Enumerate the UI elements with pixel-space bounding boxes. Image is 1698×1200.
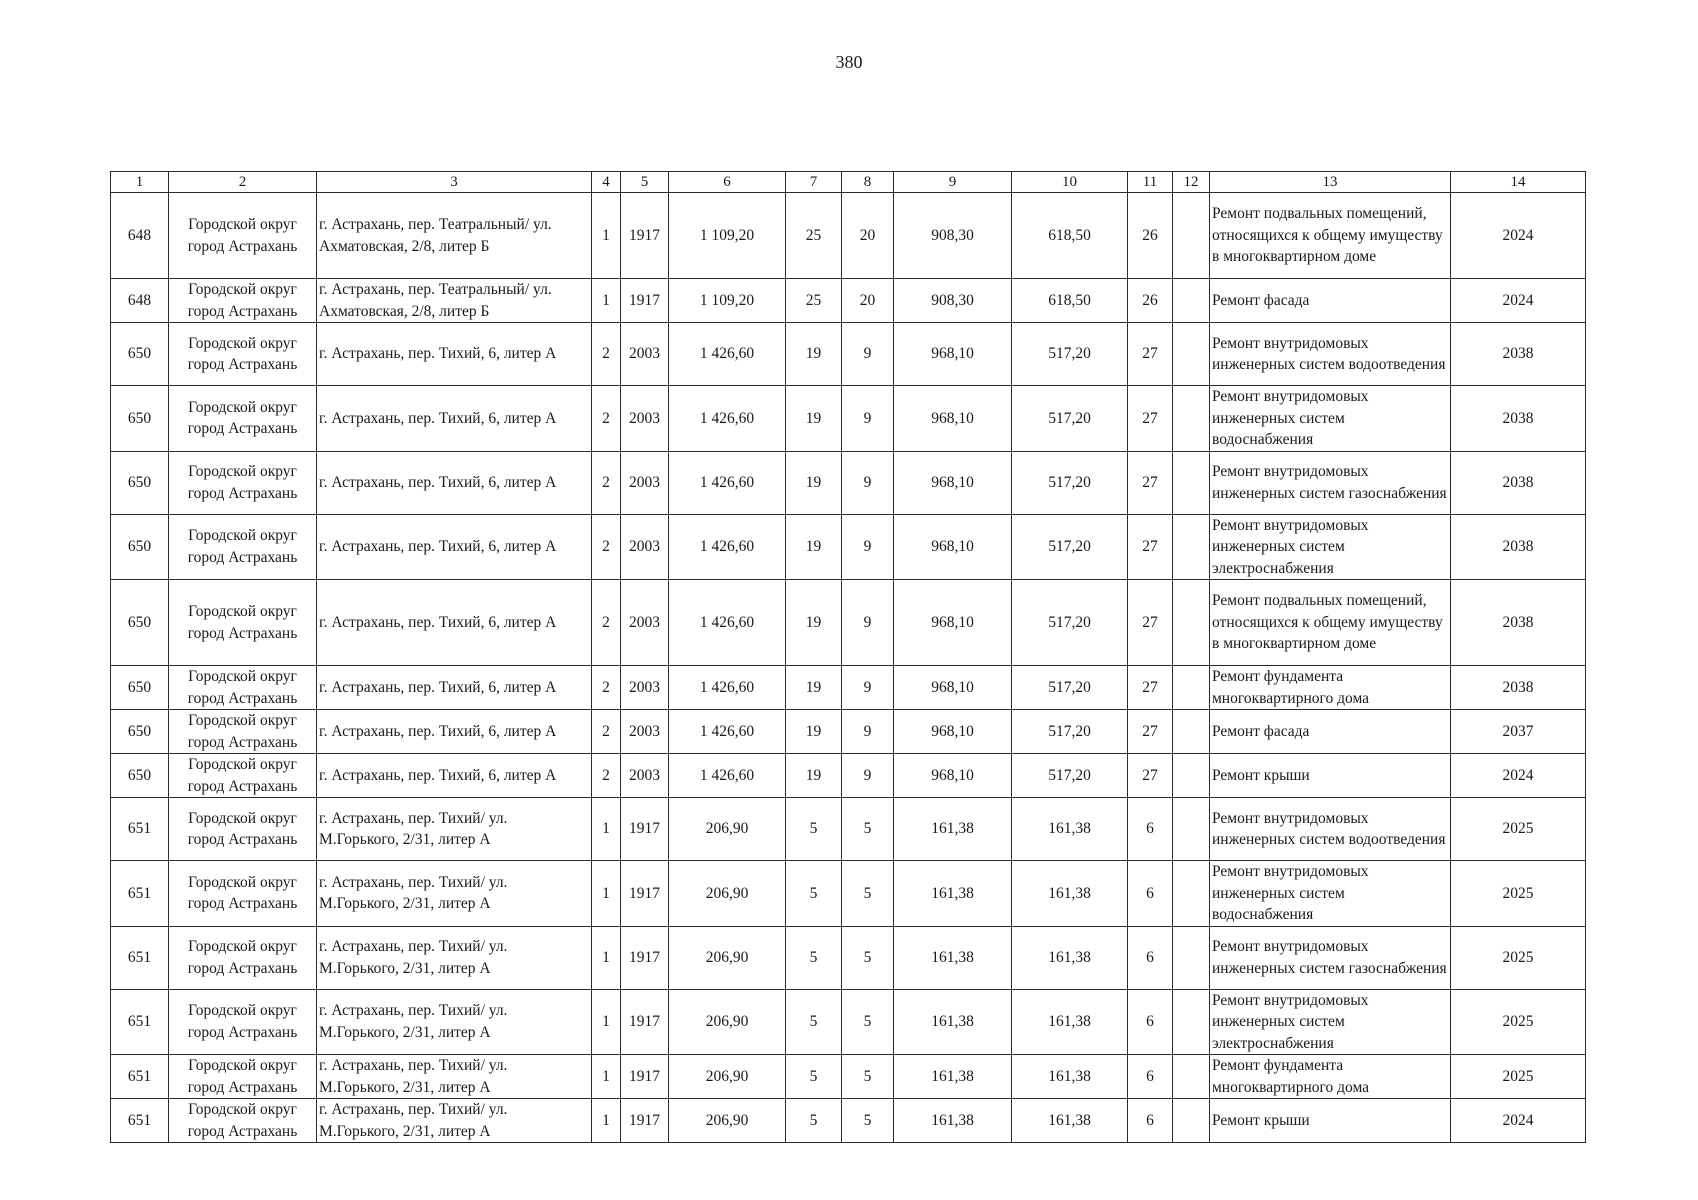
table-row [111,798,1586,861]
cell-count: 6 [1128,926,1173,989]
cell-apartments: 5 [786,861,842,927]
table-row [111,989,1586,1055]
cell-planned-year: 2024 [1451,754,1586,798]
cell-record-number: 650 [111,323,169,386]
cell-living-area: 968,10 [894,514,1012,580]
cell-apartments: 19 [786,666,842,710]
cell-municipality: Городской округ город Астрахань [169,279,317,323]
cell-count: 27 [1128,323,1173,386]
cell-work-type: Ремонт подвальных помещений, относящихся к общему имуществу в многоквартирном доме [1210,193,1451,279]
cell-area-2: 517,20 [1012,580,1128,666]
cell-residents: 9 [842,323,894,386]
cell-record-number: 651 [111,861,169,927]
cell-record-number: 651 [111,1099,169,1143]
cell-floors: 2 [592,323,621,386]
cell-record-number: 650 [111,666,169,710]
cell-living-area: 968,10 [894,323,1012,386]
cell-count: 27 [1128,514,1173,580]
cell-address: г. Астрахань, пер. Тихий/ ул. М.Горького, 2/31, литер А [317,926,592,989]
cell-year-built: 2003 [621,451,669,514]
cell-year-built: 2003 [621,514,669,580]
cell-record-number: 651 [111,989,169,1055]
cell-record-number: 651 [111,926,169,989]
cell-planned-year: 2025 [1451,926,1586,989]
cell-living-area: 161,38 [894,1055,1012,1099]
cell-residents: 5 [842,798,894,861]
cell-living-area: 968,10 [894,386,1012,452]
cell-apartments: 25 [786,193,842,279]
cell-work-type: Ремонт внутридомовых инженерных систем водоотведения [1210,798,1451,861]
table-row [111,323,1586,386]
cell-municipality: Городской округ город Астрахань [169,989,317,1055]
column-header: 1 [111,172,169,193]
cell-floors: 2 [592,666,621,710]
cell-residents: 5 [842,1099,894,1143]
cell-area-2: 161,38 [1012,1099,1128,1143]
cell-planned-year: 2037 [1451,710,1586,754]
cell-floors: 2 [592,386,621,452]
cell-record-number: 650 [111,514,169,580]
cell-address: г. Астрахань, пер. Тихий, 6, литер А [317,323,592,386]
cell-address: г. Астрахань, пер. Тихий/ ул. М.Горького, 2/31, литер А [317,989,592,1055]
cell-address: г. Астрахань, пер. Тихий/ ул. М.Горького, 2/31, литер А [317,798,592,861]
cell-record-number: 650 [111,580,169,666]
cell-total-area: 206,90 [669,1055,786,1099]
cell-year-built: 1917 [621,1055,669,1099]
registry-table [110,171,1586,1143]
cell-living-area: 968,10 [894,451,1012,514]
cell-work-type: Ремонт внутридомовых инженерных систем электроснабжения [1210,514,1451,580]
column-header: 2 [169,172,317,193]
table-row [111,580,1586,666]
cell-residents: 5 [842,861,894,927]
cell-col-12 [1173,926,1210,989]
cell-residents: 9 [842,386,894,452]
cell-municipality: Городской округ город Астрахань [169,514,317,580]
cell-col-12 [1173,580,1210,666]
cell-record-number: 650 [111,386,169,452]
cell-apartments: 5 [786,989,842,1055]
cell-total-area: 1 426,60 [669,580,786,666]
table-row [111,1055,1586,1099]
cell-count: 6 [1128,1055,1173,1099]
cell-area-2: 161,38 [1012,1055,1128,1099]
cell-col-12 [1173,279,1210,323]
table-row [111,514,1586,580]
cell-living-area: 968,10 [894,754,1012,798]
cell-total-area: 206,90 [669,861,786,927]
cell-residents: 9 [842,754,894,798]
cell-planned-year: 2038 [1451,451,1586,514]
cell-address: г. Астрахань, пер. Тихий/ ул. М.Горького, 2/31, литер А [317,1099,592,1143]
table-row [111,193,1586,279]
cell-record-number: 650 [111,710,169,754]
cell-count: 27 [1128,754,1173,798]
cell-work-type: Ремонт внутридомовых инженерных систем водоснабжения [1210,861,1451,927]
cell-residents: 9 [842,666,894,710]
cell-work-type: Ремонт подвальных помещений, относящихся к общему имуществу в многоквартирном доме [1210,580,1451,666]
cell-col-12 [1173,989,1210,1055]
cell-planned-year: 2038 [1451,580,1586,666]
column-header: 10 [1012,172,1128,193]
cell-living-area: 161,38 [894,861,1012,927]
cell-col-12 [1173,514,1210,580]
cell-col-12 [1173,386,1210,452]
cell-total-area: 1 426,60 [669,451,786,514]
column-header: 14 [1451,172,1586,193]
cell-year-built: 1917 [621,989,669,1055]
cell-address: г. Астрахань, пер. Тихий/ ул. М.Горького, 2/31, литер А [317,861,592,927]
cell-work-type: Ремонт фасада [1210,710,1451,754]
cell-municipality: Городской округ город Астрахань [169,386,317,452]
cell-residents: 9 [842,514,894,580]
cell-total-area: 1 426,60 [669,666,786,710]
cell-total-area: 1 109,20 [669,279,786,323]
cell-total-area: 1 426,60 [669,754,786,798]
column-header: 4 [592,172,621,193]
cell-floors: 1 [592,989,621,1055]
cell-apartments: 5 [786,798,842,861]
cell-work-type: Ремонт фасада [1210,279,1451,323]
cell-year-built: 2003 [621,386,669,452]
cell-planned-year: 2025 [1451,1055,1586,1099]
cell-living-area: 968,10 [894,710,1012,754]
cell-floors: 1 [592,1055,621,1099]
cell-area-2: 517,20 [1012,323,1128,386]
cell-total-area: 1 426,60 [669,514,786,580]
cell-living-area: 161,38 [894,798,1012,861]
column-header: 6 [669,172,786,193]
cell-area-2: 517,20 [1012,514,1128,580]
cell-apartments: 5 [786,926,842,989]
cell-apartments: 19 [786,451,842,514]
cell-residents: 5 [842,926,894,989]
cell-count: 6 [1128,1099,1173,1143]
cell-count: 27 [1128,386,1173,452]
cell-area-2: 161,38 [1012,926,1128,989]
cell-area-2: 161,38 [1012,989,1128,1055]
cell-total-area: 1 426,60 [669,386,786,452]
cell-municipality: Городской округ город Астрахань [169,861,317,927]
cell-work-type: Ремонт фундамента многоквартирного дома [1210,1055,1451,1099]
cell-planned-year: 2024 [1451,1099,1586,1143]
cell-planned-year: 2038 [1451,386,1586,452]
page-number: 380 [835,52,863,72]
cell-residents: 9 [842,451,894,514]
table-row [111,926,1586,989]
cell-work-type: Ремонт фундамента многоквартирного дома [1210,666,1451,710]
cell-living-area: 908,30 [894,193,1012,279]
cell-municipality: Городской округ город Астрахань [169,754,317,798]
cell-floors: 2 [592,580,621,666]
cell-record-number: 648 [111,279,169,323]
cell-record-number: 648 [111,193,169,279]
cell-count: 26 [1128,193,1173,279]
cell-floors: 1 [592,861,621,927]
cell-planned-year: 2025 [1451,798,1586,861]
cell-area-2: 517,20 [1012,754,1128,798]
column-header: 3 [317,172,592,193]
cell-total-area: 206,90 [669,798,786,861]
cell-apartments: 19 [786,386,842,452]
cell-area-2: 618,50 [1012,279,1128,323]
column-header: 7 [786,172,842,193]
cell-planned-year: 2025 [1451,989,1586,1055]
cell-planned-year: 2038 [1451,514,1586,580]
cell-address: г. Астрахань, пер. Театральный/ ул. Ахматовская, 2/8, литер Б [317,193,592,279]
cell-col-12 [1173,323,1210,386]
cell-area-2: 618,50 [1012,193,1128,279]
cell-col-12 [1173,710,1210,754]
cell-col-12 [1173,754,1210,798]
cell-apartments: 19 [786,323,842,386]
cell-record-number: 651 [111,798,169,861]
cell-apartments: 5 [786,1055,842,1099]
column-header: 12 [1173,172,1210,193]
cell-work-type: Ремонт внутридомовых инженерных систем водоотведения [1210,323,1451,386]
cell-total-area: 1 109,20 [669,193,786,279]
cell-floors: 1 [592,193,621,279]
cell-municipality: Городской округ город Астрахань [169,666,317,710]
cell-total-area: 206,90 [669,926,786,989]
cell-work-type: Ремонт внутридомовых инженерных систем газоснабжения [1210,926,1451,989]
cell-count: 27 [1128,580,1173,666]
cell-living-area: 161,38 [894,926,1012,989]
cell-area-2: 517,20 [1012,386,1128,452]
header-row [111,172,1586,193]
cell-living-area: 161,38 [894,989,1012,1055]
cell-year-built: 2003 [621,710,669,754]
cell-year-built: 1917 [621,798,669,861]
cell-col-12 [1173,1055,1210,1099]
cell-count: 27 [1128,710,1173,754]
cell-residents: 9 [842,580,894,666]
cell-address: г. Астрахань, пер. Тихий, 6, литер А [317,451,592,514]
cell-municipality: Городской округ город Астрахань [169,323,317,386]
cell-count: 6 [1128,989,1173,1055]
cell-total-area: 1 426,60 [669,710,786,754]
cell-year-built: 2003 [621,323,669,386]
cell-total-area: 206,90 [669,989,786,1055]
cell-municipality: Городской округ город Астрахань [169,451,317,514]
cell-work-type: Ремонт внутридомовых инженерных систем электроснабжения [1210,989,1451,1055]
column-header: 9 [894,172,1012,193]
cell-planned-year: 2025 [1451,861,1586,927]
cell-area-2: 161,38 [1012,798,1128,861]
table-row [111,279,1586,323]
cell-total-area: 1 426,60 [669,323,786,386]
column-header: 5 [621,172,669,193]
cell-apartments: 5 [786,1099,842,1143]
cell-floors: 2 [592,754,621,798]
cell-work-type: Ремонт крыши [1210,1099,1451,1143]
cell-total-area: 206,90 [669,1099,786,1143]
table-row [111,754,1586,798]
cell-planned-year: 2038 [1451,666,1586,710]
cell-work-type: Ремонт внутридомовых инженерных систем водоснабжения [1210,386,1451,452]
cell-col-12 [1173,861,1210,927]
cell-residents: 9 [842,710,894,754]
cell-area-2: 517,20 [1012,666,1128,710]
cell-living-area: 161,38 [894,1099,1012,1143]
cell-col-12 [1173,798,1210,861]
cell-year-built: 1917 [621,1099,669,1143]
table-row [111,1099,1586,1143]
cell-municipality: Городской округ город Астрахань [169,1099,317,1143]
cell-address: г. Астрахань, пер. Тихий, 6, литер А [317,386,592,452]
cell-col-12 [1173,666,1210,710]
table-row [111,666,1586,710]
cell-address: г. Астрахань, пер. Тихий, 6, литер А [317,514,592,580]
cell-address: г. Астрахань, пер. Тихий, 6, литер А [317,710,592,754]
cell-apartments: 19 [786,580,842,666]
registry-table-container [110,171,1585,1143]
table-row [111,386,1586,452]
cell-municipality: Городской округ город Астрахань [169,193,317,279]
column-header: 8 [842,172,894,193]
cell-area-2: 517,20 [1012,710,1128,754]
cell-floors: 2 [592,710,621,754]
cell-planned-year: 2024 [1451,193,1586,279]
cell-apartments: 19 [786,710,842,754]
cell-living-area: 968,10 [894,580,1012,666]
cell-apartments: 19 [786,754,842,798]
column-header: 11 [1128,172,1173,193]
table-row [111,451,1586,514]
table-row [111,710,1586,754]
cell-col-12 [1173,193,1210,279]
cell-year-built: 1917 [621,861,669,927]
cell-record-number: 650 [111,451,169,514]
cell-col-12 [1173,1099,1210,1143]
cell-apartments: 19 [786,514,842,580]
cell-floors: 1 [592,279,621,323]
cell-floors: 2 [592,451,621,514]
cell-count: 6 [1128,798,1173,861]
cell-living-area: 908,30 [894,279,1012,323]
cell-floors: 2 [592,514,621,580]
cell-count: 27 [1128,451,1173,514]
cell-residents: 5 [842,989,894,1055]
cell-area-2: 517,20 [1012,451,1128,514]
cell-municipality: Городской округ город Астрахань [169,710,317,754]
cell-record-number: 650 [111,754,169,798]
cell-count: 26 [1128,279,1173,323]
cell-address: г. Астрахань, пер. Тихий, 6, литер А [317,580,592,666]
column-header: 13 [1210,172,1451,193]
cell-floors: 1 [592,798,621,861]
cell-work-type: Ремонт внутридомовых инженерных систем газоснабжения [1210,451,1451,514]
cell-address: г. Астрахань, пер. Театральный/ ул. Ахматовская, 2/8, литер Б [317,279,592,323]
cell-count: 6 [1128,861,1173,927]
cell-area-2: 161,38 [1012,861,1128,927]
cell-residents: 5 [842,1055,894,1099]
cell-residents: 20 [842,193,894,279]
cell-year-built: 2003 [621,580,669,666]
cell-municipality: Городской округ город Астрахань [169,580,317,666]
cell-municipality: Городской округ город Астрахань [169,1055,317,1099]
cell-living-area: 968,10 [894,666,1012,710]
cell-year-built: 1917 [621,926,669,989]
cell-residents: 20 [842,279,894,323]
cell-col-12 [1173,451,1210,514]
cell-count: 27 [1128,666,1173,710]
table-row [111,861,1586,927]
cell-apartments: 25 [786,279,842,323]
cell-record-number: 651 [111,1055,169,1099]
cell-year-built: 1917 [621,279,669,323]
cell-year-built: 2003 [621,754,669,798]
cell-floors: 1 [592,926,621,989]
cell-work-type: Ремонт крыши [1210,754,1451,798]
cell-municipality: Городской округ город Астрахань [169,926,317,989]
cell-planned-year: 2024 [1451,279,1586,323]
cell-floors: 1 [592,1099,621,1143]
cell-year-built: 2003 [621,666,669,710]
cell-address: г. Астрахань, пер. Тихий, 6, литер А [317,666,592,710]
cell-address: г. Астрахань, пер. Тихий, 6, литер А [317,754,592,798]
cell-year-built: 1917 [621,193,669,279]
cell-municipality: Городской округ город Астрахань [169,798,317,861]
cell-address: г. Астрахань, пер. Тихий/ ул. М.Горького, 2/31, литер А [317,1055,592,1099]
cell-planned-year: 2038 [1451,323,1586,386]
